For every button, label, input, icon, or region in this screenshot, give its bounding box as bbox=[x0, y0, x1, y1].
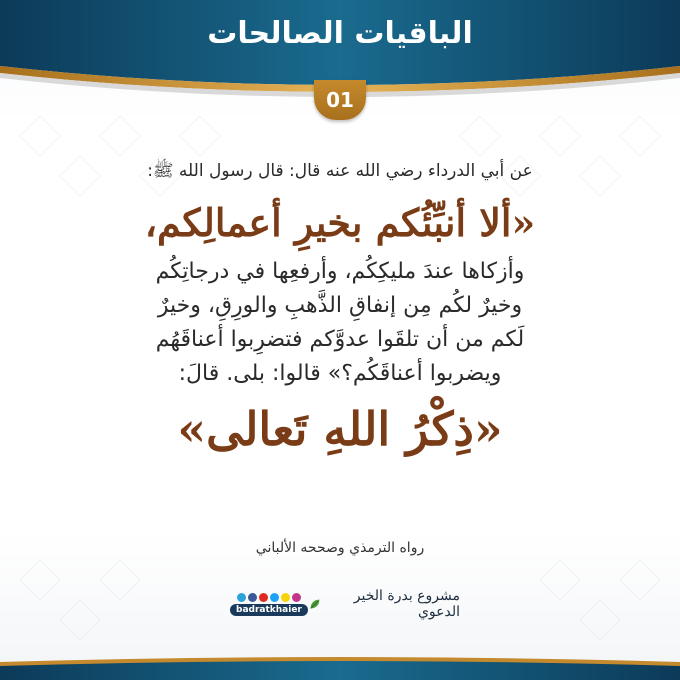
number-badge: 01 bbox=[314, 80, 366, 120]
hadith-content bbox=[40, 160, 640, 459]
hadith-line: لَكم من أن تلقَوا عدوَّكم فتضرِبوا أعناقَهُم bbox=[155, 327, 525, 352]
footer-bar bbox=[0, 654, 680, 680]
telegram-icon[interactable] bbox=[237, 593, 246, 602]
hadith-headline: «ألا أنبِّئُكم بخيرِ أعمالِكم، bbox=[144, 200, 536, 245]
hadith-line: وخيرٌ لكُم مِن إنفاقِ الذَّهبِ والورِقِ، وخيرٌ bbox=[157, 293, 523, 318]
snapchat-icon[interactable] bbox=[281, 593, 290, 602]
hadith-line: ويضربوا أعناقَكُم؟» قالوا: بلى. قالَ: bbox=[178, 361, 502, 386]
brand-logo bbox=[308, 588, 460, 620]
youtube-icon[interactable] bbox=[259, 593, 268, 602]
footer-branding bbox=[230, 588, 460, 620]
facebook-icon[interactable] bbox=[248, 593, 257, 602]
twitter-icon[interactable] bbox=[270, 593, 279, 602]
hadith-source: رواه الترمذي وصححه الألباني bbox=[255, 540, 425, 556]
instagram-icon[interactable] bbox=[292, 593, 301, 602]
social-icons bbox=[237, 593, 301, 602]
social-handle[interactable]: badratkhaier bbox=[230, 604, 308, 616]
hadith-closing: «ذِكْرُ اللهِ تَعالى» bbox=[177, 402, 503, 456]
hadith-line: وأزكاها عندَ مليكِكُم، وأرفعِها في درجاتِكُم bbox=[155, 259, 525, 284]
brand-name: مشروع بدرة الخير الدعوي bbox=[353, 588, 460, 620]
hadith-intro: عن أبي الدرداء رضي الله عنه قال: قال رسول الله ﷺ: bbox=[147, 161, 533, 181]
social-handle-block bbox=[230, 593, 308, 616]
page-title: الباقيات الصالحات bbox=[207, 16, 473, 51]
leaf-icon bbox=[308, 596, 322, 612]
